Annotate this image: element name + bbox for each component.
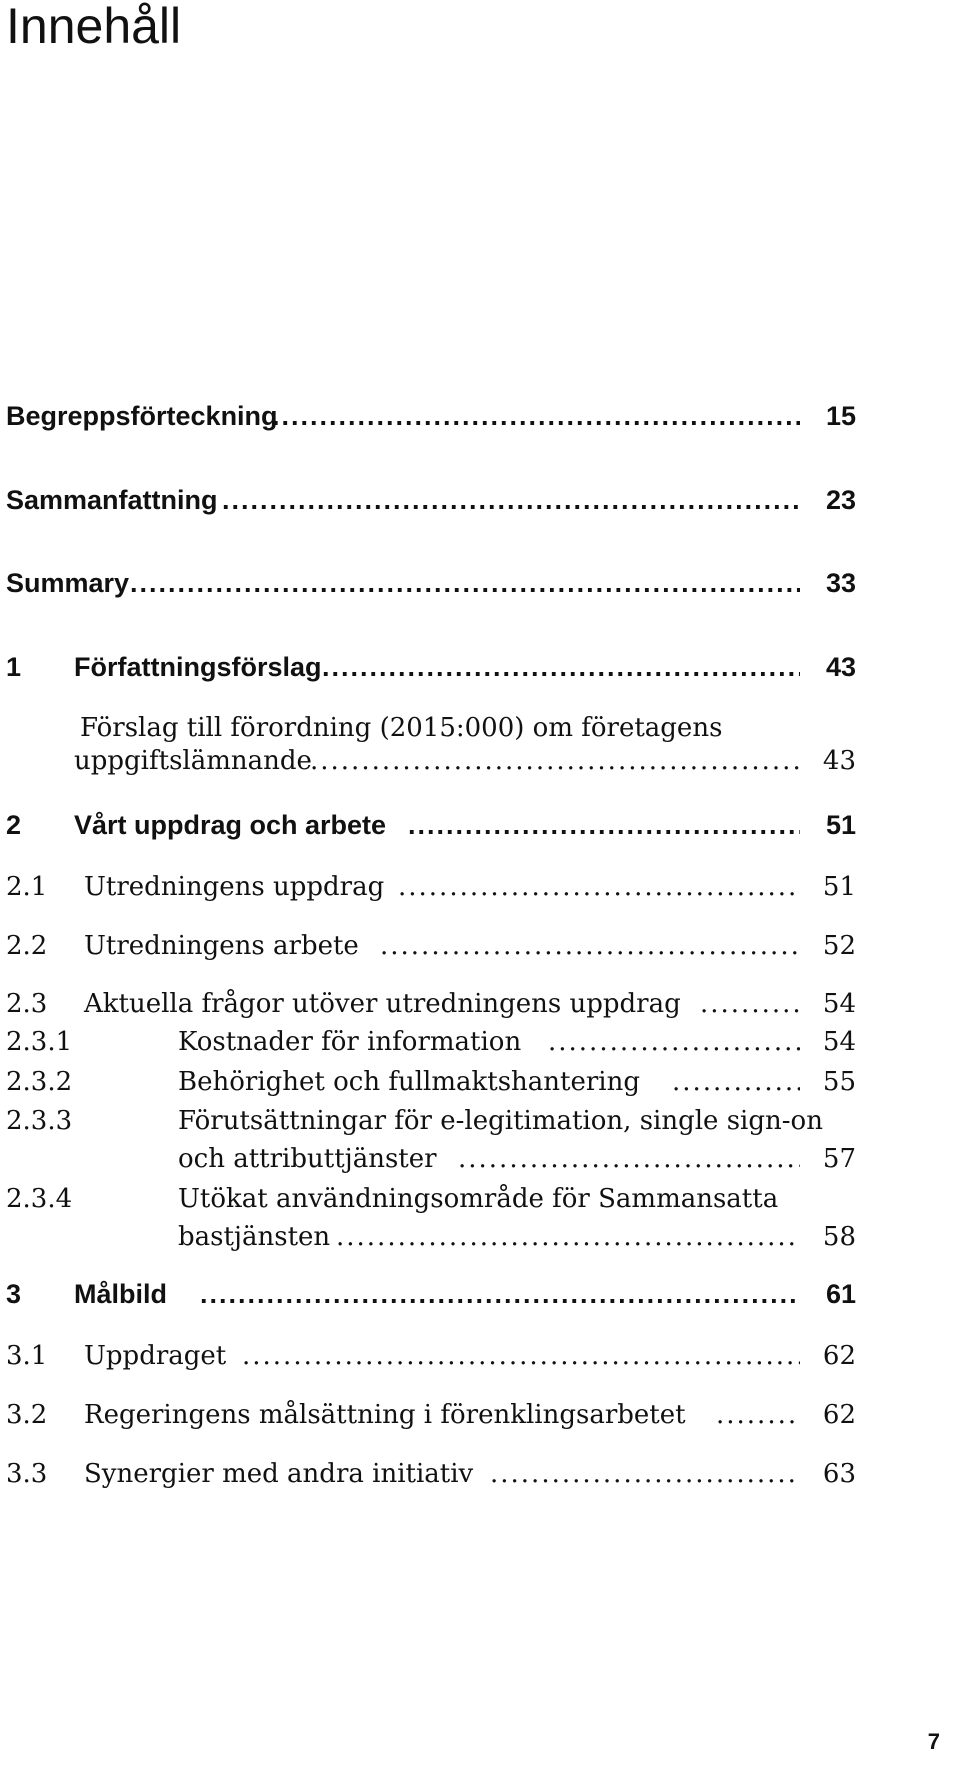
toc-entry[interactable] [0, 1398, 960, 1438]
toc-entry[interactable] [0, 808, 960, 848]
toc-entry-page: 54 [822, 1027, 856, 1057]
toc-leader [222, 483, 800, 517]
toc-leader [380, 929, 800, 963]
toc-entry-number: 3.2 [6, 1400, 48, 1430]
toc-leader [490, 1457, 800, 1491]
toc-entry-page: 33 [825, 568, 856, 598]
toc-entry-text-continued: bastjänsten [178, 1222, 331, 1252]
toc-entry-page: 54 [822, 989, 856, 1019]
toc-entry[interactable] [0, 1025, 960, 1065]
toc-leader [200, 1277, 800, 1311]
toc-entry-text-continued: uppgiftslämnande [74, 746, 312, 776]
toc-entry[interactable] [0, 399, 960, 439]
toc-entry-text: Behörighet och fullmaktshantering [178, 1067, 641, 1097]
toc-entry-text: Utredningens uppdrag [84, 872, 385, 902]
toc-entry-text: Utökat användningsområde för Sammansatta [178, 1184, 779, 1214]
toc-entry[interactable] [0, 1277, 960, 1317]
toc-leader [310, 744, 800, 778]
toc-leader [398, 870, 800, 904]
toc-entry-text: Summary [6, 568, 130, 598]
toc-entry-number: 2.2 [6, 931, 48, 961]
toc-entry-number: 3.1 [6, 1341, 48, 1371]
toc-entry-page: 62 [822, 1341, 856, 1371]
toc-entry-page: 51 [822, 872, 856, 902]
toc-title: Innehåll [6, 0, 182, 54]
toc-entry-text: Sammanfattning [6, 485, 218, 515]
toc-entry-text: Synergier med andra initiativ [84, 1459, 474, 1489]
toc-entry-number: 2.3 [6, 989, 48, 1019]
toc-entry-text: Uppdraget [84, 1341, 227, 1371]
toc-entry-text: Förutsättningar för e-legitimation, single sign-on [178, 1106, 823, 1136]
toc-entry-page: 63 [822, 1459, 856, 1489]
toc-leader [548, 1025, 800, 1059]
toc-entry-page: 55 [822, 1067, 856, 1097]
page-number: 7 [927, 1729, 940, 1754]
toc-entry-page: 43 [825, 652, 856, 682]
toc-leader [408, 808, 800, 842]
toc-leader [242, 1339, 800, 1373]
toc-entry-number: 2.3.3 [6, 1106, 73, 1136]
toc-entry-text: Författningsförslag [74, 652, 322, 682]
toc-leader [716, 1398, 800, 1432]
toc-entry-number: 3 [6, 1279, 22, 1309]
toc-entry-text: Vårt uppdrag och arbete [74, 810, 387, 840]
toc-entry[interactable] [0, 1104, 960, 1178]
toc-entry[interactable] [0, 987, 960, 1027]
toc-entry-text: Målbild [74, 1279, 167, 1309]
toc-leader [272, 399, 800, 433]
toc-entry-number: 2.3.4 [6, 1184, 73, 1214]
toc-entry[interactable] [0, 929, 960, 969]
toc-entry-page: 52 [822, 931, 856, 961]
toc-entry-number: 3.3 [6, 1459, 48, 1489]
toc-entry[interactable] [0, 566, 960, 606]
toc-entry[interactable] [0, 650, 960, 690]
toc-entry-text-continued: och attributtjänster [178, 1144, 437, 1174]
toc-entry[interactable] [0, 1182, 960, 1256]
toc-entry-page: 15 [825, 401, 856, 431]
toc-leader [322, 650, 800, 684]
toc-entry-page: 51 [825, 810, 856, 840]
toc-entry[interactable] [0, 1457, 960, 1497]
toc-entry-text: Begreppsförteckning [6, 401, 278, 431]
toc-entry-text: Förslag till förordning (2015:000) om företagens [80, 713, 723, 743]
toc-leader [700, 987, 800, 1021]
toc-entry[interactable] [0, 711, 960, 785]
toc-entry-number: 2.3.2 [6, 1067, 73, 1097]
toc-entry[interactable] [0, 483, 960, 523]
toc-entry-number: 2.1 [6, 872, 48, 902]
toc-leader [336, 1220, 800, 1254]
toc-entry[interactable] [0, 1065, 960, 1105]
toc-entry-page: 58 [822, 1222, 856, 1252]
toc-entry-text: Regeringens målsättning i förenklingsarbetet [84, 1400, 686, 1430]
toc-entry-page: 23 [825, 485, 856, 515]
toc-entry-page: 62 [822, 1400, 856, 1430]
toc-entry[interactable] [0, 1339, 960, 1379]
toc-entry-number: 1 [6, 652, 22, 682]
toc-leader [458, 1142, 800, 1176]
toc-leader [130, 566, 800, 600]
toc-entry-page: 61 [825, 1279, 856, 1309]
toc-entry-number: 2.3.1 [6, 1027, 73, 1057]
toc-entry-page: 43 [822, 746, 856, 776]
toc-entry-number: 2 [6, 810, 22, 840]
toc-entry-text: Kostnader för information [178, 1027, 522, 1057]
toc-entry-page: 57 [822, 1144, 856, 1174]
toc-entry-text: Aktuella frågor utöver utredningens uppdrag [84, 989, 681, 1019]
toc-entry[interactable] [0, 870, 960, 910]
toc-leader [672, 1065, 800, 1099]
toc-entry-text: Utredningens arbete [84, 931, 359, 961]
